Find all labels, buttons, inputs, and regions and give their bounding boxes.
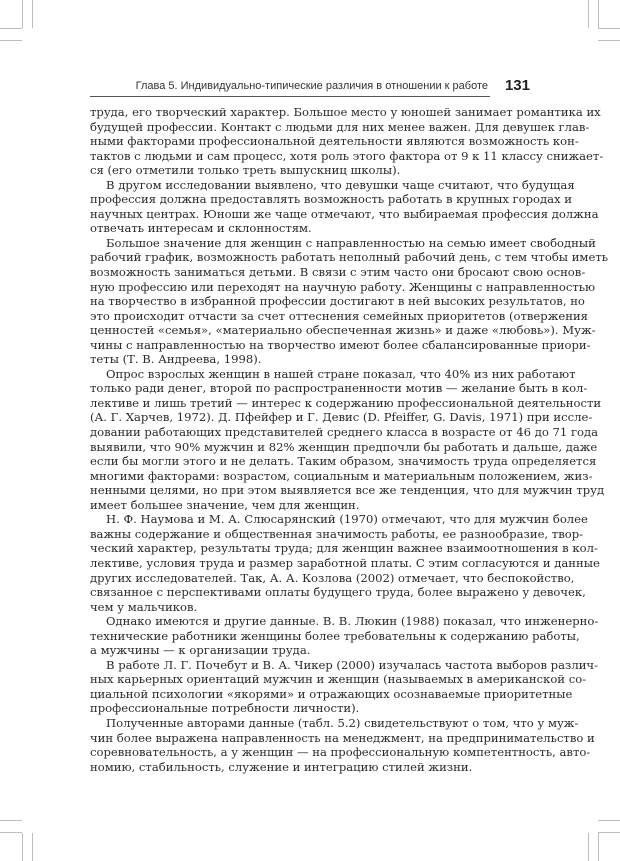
- crop-mark: [588, 0, 589, 28]
- crop-mark: [0, 820, 22, 821]
- paragraph: [90, 657, 599, 716]
- text-line: чин более выражена направленность на менеджмент, на предпринимательство и: [90, 730, 595, 745]
- running-header: [90, 79, 530, 99]
- crop-mark: [598, 820, 620, 821]
- crop-mark: [32, 0, 33, 28]
- crop-mark: [0, 40, 22, 41]
- crop-mark: [0, 28, 22, 29]
- text-line: Однако имеются и другие данные. В. В. Люкин (1988) показал, что инженерно-: [106, 614, 599, 629]
- text-line: на творчество в избранной профессии достигают в ней высоких результатов, но: [90, 294, 585, 309]
- text-line: Большое значение для женщин с направленностью на семью имеет свободный: [106, 235, 596, 250]
- text-line: важны содержание и общественная значимость работы, ее разнообразие, твор-: [90, 526, 584, 541]
- text-line: (А. Г. Харчев, 1972). Д. Пфейфер и Г. Девис (D. Pfeiffer, G. Davis, 1971) при иссле-: [90, 410, 593, 425]
- crop-mark: [598, 40, 620, 41]
- crop-mark: [22, 0, 23, 28]
- text-line: лективе, условия труда и размер заработной платы. С этим согласуются и данные: [90, 555, 600, 570]
- text-line: если бы могли этого и не делать. Таким образом, значимость труда определяется: [90, 454, 597, 469]
- header-rule: [90, 96, 490, 97]
- crop-mark: [0, 832, 22, 833]
- text-line: тактов с людьми и сам процесс, хотя роль этого фактора от 9 к 11 классу снижает-: [90, 148, 604, 163]
- crop-mark: [598, 833, 599, 861]
- page-number: 131: [504, 77, 530, 94]
- text-line: отвечать интересам и склонностям.: [90, 221, 312, 236]
- text-line: номию, стабильность, служение и интеграцию стилей жизни.: [90, 759, 473, 774]
- crop-mark: [32, 833, 33, 861]
- text-line: многими факторами: возрастом, социальным и материальным положением, жиз-: [90, 468, 593, 483]
- body-text: [90, 105, 609, 774]
- paragraph: [90, 512, 600, 614]
- paragraph: [90, 177, 599, 236]
- text-line: ческий характер, результаты труда; для женщин важнее взаимоотношения в кол-: [90, 541, 598, 556]
- text-line: чем у мальчиков.: [90, 599, 198, 614]
- text-line: профессиональные потребности личности).: [90, 701, 360, 716]
- text-line: соревновательность, а у женщин — на профессиональную компетентность, авто-: [90, 745, 591, 760]
- text-line: только ради денег, второй по распространенности мотив — желание быть в кол-: [90, 381, 588, 396]
- text-line: чины с направленностью на творчество имеют более сбалансированные приори-: [90, 337, 591, 352]
- text-line: теты (Т. В. Андреева, 1998).: [90, 352, 262, 367]
- crop-mark: [588, 833, 589, 861]
- text-line: ную профессию или переходят на научную работу. Женщины с направленностью: [90, 279, 596, 294]
- text-line: Полученные авторами данные (табл. 5.2) свидетельствуют о том, что у муж-: [106, 715, 579, 730]
- paragraph: [90, 105, 604, 178]
- paragraph: [90, 235, 609, 367]
- text-line: Н. Ф. Наумова и М. А. Слюсарянский (1970) отмечают, что для мужчин более: [106, 512, 588, 527]
- text-line: ся (его отметили только треть выпускниц школы).: [90, 163, 401, 178]
- crop-mark: [22, 833, 23, 861]
- text-line: профессия должна предоставлять возможность работать в крупных городах и: [90, 192, 573, 207]
- text-line: научных центрах. Юноши же чаще отмечают, что выбираемая профессия должна: [90, 206, 599, 221]
- text-line: В работе Л. Г. Почебут и В. А. Чикер (2000) изучалась частота выборов различ-: [106, 657, 599, 672]
- text-line: это происходит отчасти за счет оттеснения семейных приоритетов (отвержения: [90, 308, 588, 323]
- text-line: довании работающих представителей среднего класса в возрасте от 46 до 71 года: [90, 425, 599, 440]
- crop-mark: [598, 0, 599, 28]
- text-line: выявили, что 90% мужчин и 82% женщин предпочли бы работать и дальше, даже: [90, 439, 598, 454]
- text-line: других исследователей. Так, А. А. Козлова (2002) отмечает, что беспокойство,: [90, 570, 575, 585]
- text-line: будущей профессии. Контакт с людьми для них менее важен. Для девушек глав-: [90, 119, 590, 134]
- text-line: ных карьерных ориентаций мужчин и женщин (называемых в американской со-: [90, 672, 587, 687]
- text-line: В другом исследовании выявлено, что девушки чаще считают, что будущая: [106, 177, 575, 192]
- text-line: ценностей «семья», «материально обеспеченная жизнь» и даже «любовь»). Муж-: [90, 323, 596, 338]
- text-line: труда, его творческий характер. Большое место у юношей занимает романтика их: [90, 105, 601, 119]
- text-line: имеет большее значение, чем для женщин.: [90, 497, 360, 512]
- text-line: ненными целями, но при этом выявляется все же тенденция, что для мужчин труд: [90, 483, 605, 498]
- text-line: лективе и лишь третий — интерес к содержанию профессиональной деятельности: [90, 395, 602, 410]
- text-line: циальной психологии «якорями» и отражающих осознаваемые приоритетные: [90, 686, 573, 701]
- crop-mark: [598, 832, 620, 833]
- text-line: а мужчины — к организации труда.: [90, 643, 311, 658]
- running-title: Глава 5. Индивидуально-типические различия в отношении к работе: [135, 80, 488, 92]
- text-line: технические работники женщины более требовательны к содержанию работы,: [90, 628, 580, 643]
- text-line: Опрос взрослых женщин в нашей стране показал, что 40% из них работают: [106, 366, 576, 381]
- paragraph: [90, 366, 605, 512]
- text-line: связанное с перспективами оплаты будущего труда, более выражено у девочек,: [90, 585, 586, 600]
- paragraph: [90, 614, 599, 658]
- paragraph: [90, 715, 595, 774]
- crop-mark: [598, 28, 620, 29]
- text-line: рабочий график, возможность работать неполный рабочий день, с тем чтобы иметь: [90, 250, 609, 265]
- text-line: возможность заниматься детьми. В связи с этим часто они бросают свою основ-: [90, 265, 586, 280]
- text-line: ными факторами профессиональной деятельности являются возможность кон-: [90, 134, 579, 149]
